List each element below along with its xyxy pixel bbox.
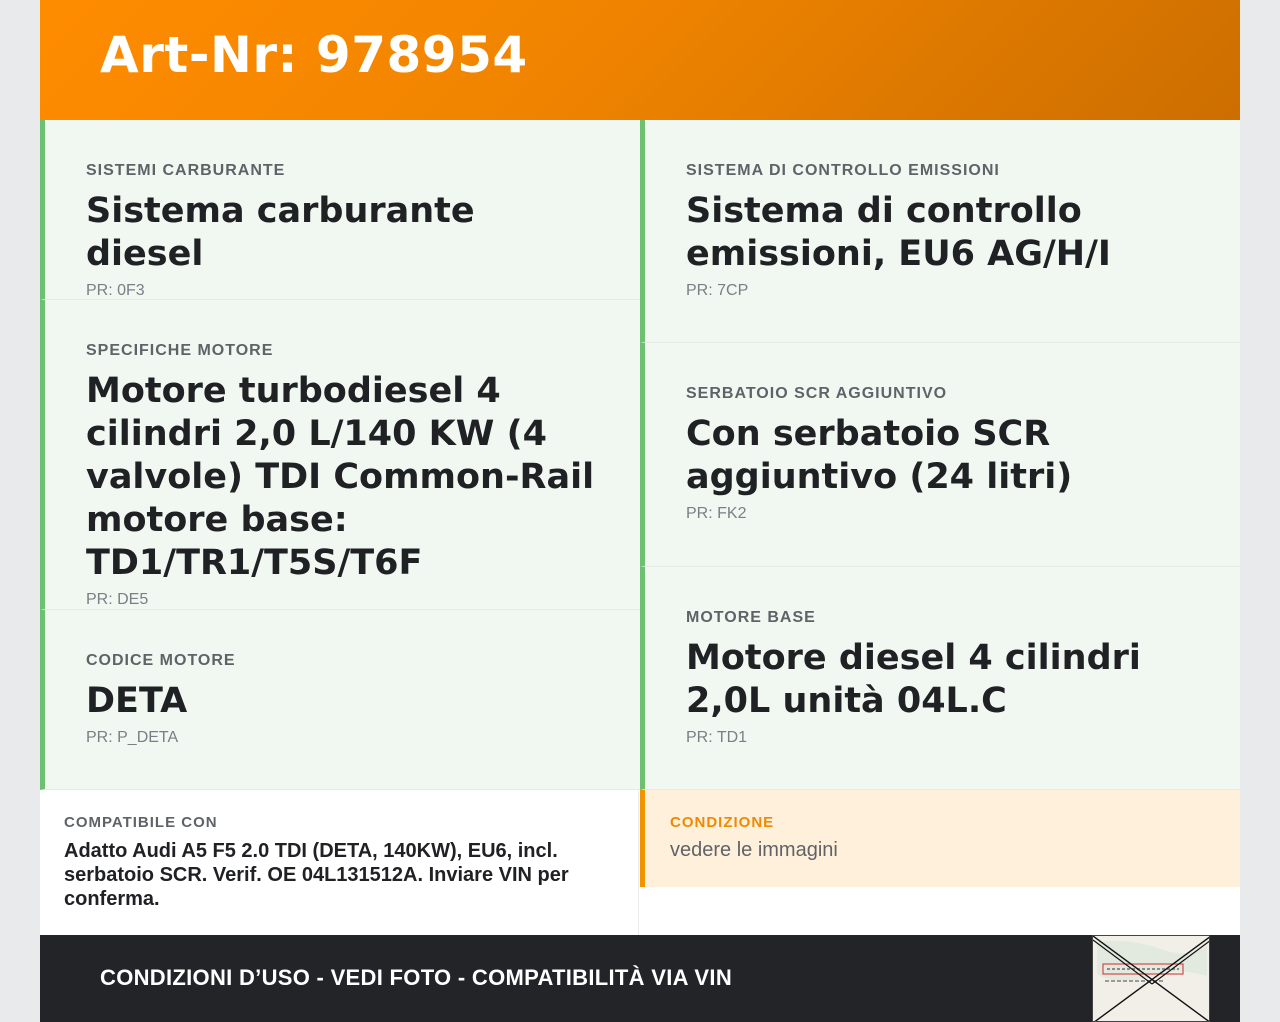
spec-value: Con serbatoio SCR aggiuntivo (24 litri) bbox=[686, 414, 1073, 497]
condition-label: CONDIZIONE bbox=[670, 814, 775, 831]
spec-value: Motore diesel 4 cilindri 2,0L unità 04L.C bbox=[686, 638, 1141, 721]
label-photo-icon bbox=[1093, 936, 1210, 1022]
compatibility-text: Adatto Audi A5 F5 2.0 TDI (DETA, 140KW), EU6, incl. serbatoio SCR. Verif. OE 04L131512A. Inviare VIN per conferma. bbox=[64, 840, 569, 910]
spec-card-emission-control bbox=[640, 120, 1240, 343]
spec-card-base-engine bbox=[640, 567, 1240, 790]
spec-card-engine-code bbox=[40, 610, 640, 790]
spec-value: Motore turbodiesel 4 cilindri 2,0 L/140 KW (4 valvole) TDI Common-Rail motore base: TD1/TR1/T5S/T6F bbox=[86, 371, 595, 583]
spec-pr-code: PR: FK2 bbox=[686, 505, 747, 522]
spec-label: CODICE MOTORE bbox=[86, 652, 236, 669]
header-banner bbox=[40, 0, 1240, 120]
spec-label: MOTORE BASE bbox=[686, 609, 816, 626]
spec-pr-code: PR: TD1 bbox=[686, 729, 748, 746]
compatibility-label: COMPATIBILE CON bbox=[64, 814, 218, 831]
article-number-title: Art-Nr: 978954 bbox=[100, 26, 528, 84]
condition-text: vedere le immagini bbox=[670, 839, 838, 861]
spec-card-scr-tank bbox=[640, 343, 1240, 567]
spec-label: SISTEMA DI CONTROLLO EMISSIONI bbox=[686, 162, 1000, 179]
compatibility-box bbox=[40, 790, 639, 935]
spec-value: Sistema carburante diesel bbox=[86, 191, 475, 274]
spec-pr-code: PR: DE5 bbox=[86, 591, 149, 608]
spec-label: SPECIFICHE MOTORE bbox=[86, 342, 274, 359]
spec-card-fuel-system bbox=[40, 120, 640, 300]
spec-value: Sistema di controllo emissioni, EU6 AG/H/I bbox=[686, 191, 1111, 274]
spec-label: SISTEMI CARBURANTE bbox=[86, 162, 286, 179]
condition-box bbox=[640, 790, 1240, 887]
footer-bar bbox=[40, 935, 1240, 1022]
spec-card-engine-specs bbox=[40, 300, 640, 610]
footer-text: CONDIZIONI D’USO - VEDI FOTO - COMPATIBILITÀ VIA VIN bbox=[100, 965, 733, 990]
spec-pr-code: PR: 7CP bbox=[686, 282, 749, 299]
product-photo-thumbnail[interactable] bbox=[1092, 935, 1210, 1022]
spec-value: DETA bbox=[86, 681, 188, 721]
spec-pr-code: PR: 0F3 bbox=[86, 282, 145, 299]
product-sheet bbox=[40, 0, 1240, 1022]
spec-label: SERBATOIO SCR AGGIUNTIVO bbox=[686, 385, 948, 402]
spec-pr-code: PR: P_DETA bbox=[86, 729, 179, 746]
